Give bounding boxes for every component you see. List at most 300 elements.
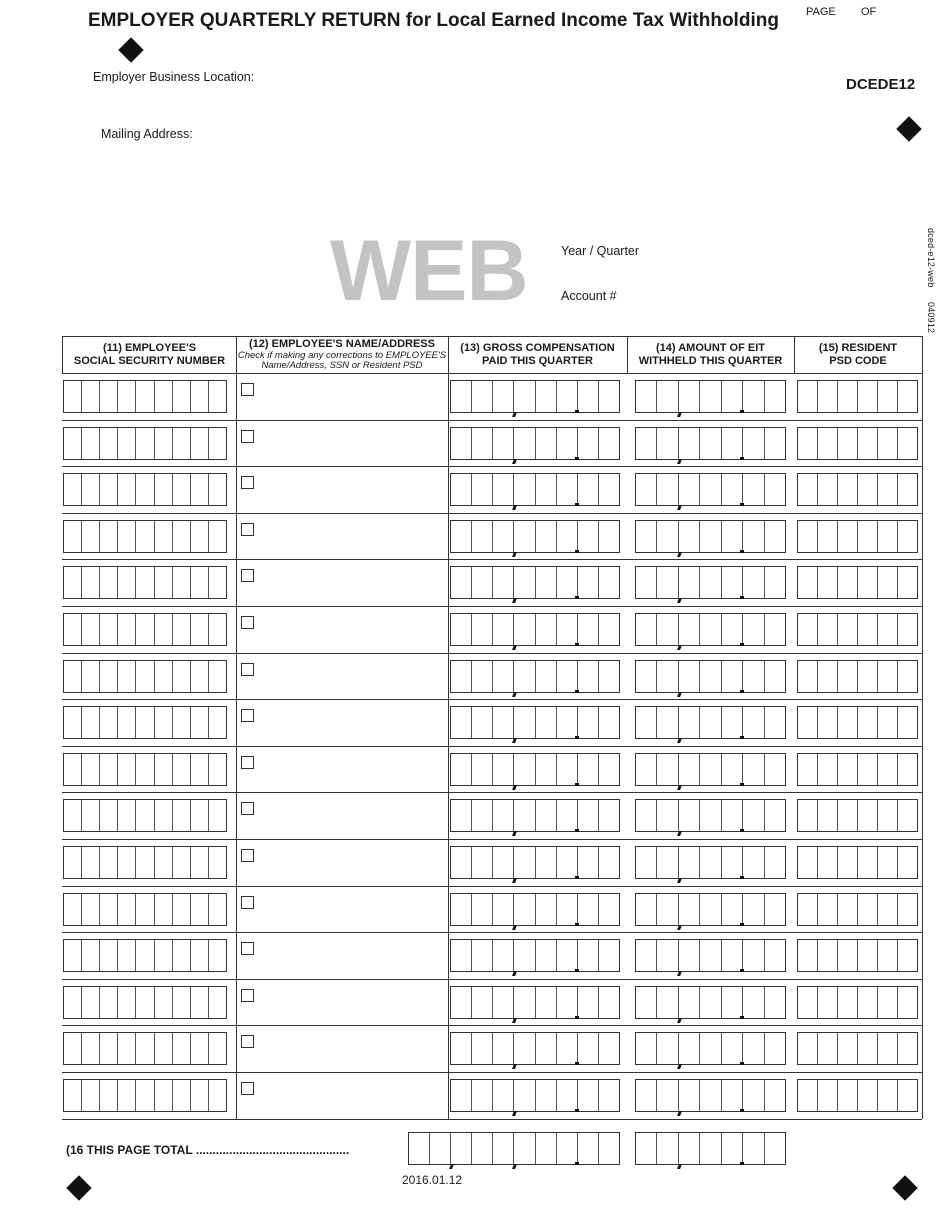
digit-box: [191, 894, 209, 925]
registration-diamond-icon: [896, 116, 921, 141]
digit-box: [858, 1080, 878, 1111]
ssn-input[interactable]: [63, 986, 227, 1019]
digit-box: [82, 428, 100, 459]
digit-box: [838, 1080, 858, 1111]
digit-box: [536, 1080, 557, 1111]
side-code: dced-e12-web: [926, 228, 936, 288]
digit-box: [700, 567, 721, 598]
digit-box: [118, 1033, 136, 1064]
digit-box: [878, 707, 898, 738]
digit-box: [657, 800, 678, 831]
digit-box: [743, 940, 764, 971]
digit-box: [578, 1133, 599, 1164]
digit-box: [765, 754, 785, 785]
digit-box: [191, 381, 209, 412]
digit-box: [514, 661, 535, 692]
digit-box: [536, 614, 557, 645]
digit-box: [209, 567, 226, 598]
digit-box: [136, 987, 154, 1018]
psd-code-input[interactable]: [797, 660, 918, 693]
row-divider: [62, 886, 922, 887]
digit-box: [657, 754, 678, 785]
eit-withheld-input[interactable]: [635, 986, 786, 1019]
digit-box: [578, 567, 599, 598]
digit-box: [136, 1080, 154, 1111]
business-location-label: Employer Business Location:: [93, 70, 255, 84]
psd-code-input[interactable]: [797, 1079, 918, 1112]
digit-box: [100, 567, 118, 598]
comma-separator: [677, 831, 682, 836]
digit-box: [118, 707, 136, 738]
gross-compensation-input[interactable]: [450, 1079, 620, 1112]
digit-box: [898, 1033, 917, 1064]
digit-box: [798, 567, 818, 598]
digit-box: [679, 428, 700, 459]
digit-box: [765, 1033, 785, 1064]
digit-box: [472, 1033, 493, 1064]
ssn-input[interactable]: [63, 706, 227, 739]
row-divider: [62, 746, 922, 747]
digit-box: [472, 381, 493, 412]
digit-box: [451, 567, 472, 598]
digit-box: [679, 1080, 700, 1111]
digit-box: [679, 754, 700, 785]
ssn-input[interactable]: [63, 939, 227, 972]
row-divider: [62, 1072, 922, 1073]
digit-box: [765, 661, 785, 692]
digit-box: [493, 987, 514, 1018]
digit-box: [722, 474, 743, 505]
ssn-input[interactable]: [63, 753, 227, 786]
psd-code-input[interactable]: [797, 753, 918, 786]
gross-compensation-input[interactable]: [450, 939, 620, 972]
digit-box: [493, 1033, 514, 1064]
digit-box: [636, 428, 657, 459]
gross-compensation-input[interactable]: [450, 566, 620, 599]
psd-code-input[interactable]: [797, 380, 918, 413]
row-divider: [62, 513, 922, 514]
comma-separator: [512, 1018, 517, 1023]
psd-code-input[interactable]: [797, 566, 918, 599]
digit-box: [838, 940, 858, 971]
comma-separator: [512, 552, 517, 557]
digit-box: [155, 754, 173, 785]
digit-box: [636, 1133, 657, 1164]
row-divider: [62, 559, 922, 560]
digit-box: [409, 1133, 430, 1164]
digit-box: [173, 940, 191, 971]
eit-withheld-input[interactable]: [635, 939, 786, 972]
digit-box: [700, 940, 721, 971]
gross-compensation-input[interactable]: [450, 380, 620, 413]
digit-box: [722, 940, 743, 971]
digit-box: [878, 1080, 898, 1111]
eit-withheld-input[interactable]: [635, 520, 786, 553]
comma-separator: [677, 1111, 682, 1116]
digit-box: [82, 381, 100, 412]
digit-box: [536, 940, 557, 971]
digit-box: [878, 614, 898, 645]
digit-box: [898, 614, 917, 645]
psd-code-input[interactable]: [797, 939, 918, 972]
digit-box: [679, 661, 700, 692]
digit-box: [82, 847, 100, 878]
col-header-name: (12) EMPLOYEE'S NAME/ADDRESS Check if making any corrections to EMPLOYEE'S Name/Address, SSN or Resident PSD: [237, 337, 447, 371]
digit-box: [493, 1133, 514, 1164]
correction-checkbox[interactable]: [241, 383, 254, 396]
digit-box: [451, 707, 472, 738]
ssn-input[interactable]: [63, 427, 227, 460]
digit-box: [798, 474, 818, 505]
gross-compensation-input[interactable]: [450, 986, 620, 1019]
digit-box: [838, 707, 858, 738]
eit-withheld-input[interactable]: [635, 799, 786, 832]
table-header-divider: [62, 373, 922, 374]
digit-box: [536, 1133, 557, 1164]
digit-box: [636, 894, 657, 925]
comma-separator: [512, 971, 517, 976]
digit-box: [898, 987, 917, 1018]
eit-withheld-input[interactable]: [635, 427, 786, 460]
digit-box: [191, 614, 209, 645]
digit-box: [858, 521, 878, 552]
digit-box: [657, 940, 678, 971]
eit-withheld-input[interactable]: [635, 753, 786, 786]
digit-box: [700, 661, 721, 692]
comma-separator: [677, 598, 682, 603]
digit-box: [173, 474, 191, 505]
gross-compensation-input[interactable]: [450, 473, 620, 506]
digit-box: [100, 614, 118, 645]
digit-box: [838, 754, 858, 785]
eit-withheld-input[interactable]: [635, 1079, 786, 1112]
correction-checkbox[interactable]: [241, 1082, 254, 1095]
digit-box: [451, 661, 472, 692]
digit-box: [878, 381, 898, 412]
digit-box: [878, 894, 898, 925]
digit-box: [64, 381, 82, 412]
psd-code-input[interactable]: [797, 473, 918, 506]
digit-box: [858, 381, 878, 412]
digit-box: [798, 614, 818, 645]
digit-box: [679, 381, 700, 412]
correction-checkbox[interactable]: [241, 942, 254, 955]
digit-box: [64, 754, 82, 785]
eit-withheld-input[interactable]: [635, 613, 786, 646]
digit-box: [657, 987, 678, 1018]
digit-box: [472, 800, 493, 831]
gross-compensation-input[interactable]: [450, 706, 620, 739]
correction-checkbox[interactable]: [241, 989, 254, 1002]
col-header-ssn: (11) EMPLOYEE'S SOCIAL SECURITY NUMBER: [73, 341, 226, 367]
row-divider: [62, 466, 922, 467]
table-border-right: [922, 336, 923, 1119]
digit-box: [155, 567, 173, 598]
digit-box: [898, 567, 917, 598]
digit-box: [657, 521, 678, 552]
digit-box: [838, 894, 858, 925]
row-divider: [62, 792, 922, 793]
ssn-input[interactable]: [63, 520, 227, 553]
digit-box: [100, 894, 118, 925]
digit-box: [798, 754, 818, 785]
correction-checkbox[interactable]: [241, 709, 254, 722]
eit-withheld-input[interactable]: [635, 566, 786, 599]
digit-box: [765, 847, 785, 878]
digit-box: [578, 381, 599, 412]
total-gross-input[interactable]: [408, 1132, 620, 1165]
digit-box: [765, 987, 785, 1018]
digit-box: [155, 940, 173, 971]
psd-code-input[interactable]: [797, 846, 918, 879]
digit-box: [191, 567, 209, 598]
correction-checkbox[interactable]: [241, 756, 254, 769]
digit-box: [493, 661, 514, 692]
table-border-left: [62, 336, 63, 373]
digit-box: [136, 707, 154, 738]
eit-withheld-input[interactable]: [635, 380, 786, 413]
digit-box: [878, 987, 898, 1018]
digit-box: [838, 661, 858, 692]
digit-box: [722, 1080, 743, 1111]
digit-box: [818, 894, 838, 925]
comma-separator: [512, 925, 517, 930]
digit-box: [557, 800, 578, 831]
psd-code-input[interactable]: [797, 427, 918, 460]
correction-checkbox[interactable]: [241, 430, 254, 443]
digit-box: [636, 1080, 657, 1111]
digit-box: [636, 661, 657, 692]
digit-box: [898, 661, 917, 692]
form-code: DCEDE12: [846, 76, 916, 93]
digit-box: [451, 754, 472, 785]
column-divider: [627, 336, 628, 373]
digit-box: [136, 940, 154, 971]
digit-box: [636, 940, 657, 971]
digit-box: [64, 661, 82, 692]
gross-compensation-input[interactable]: [450, 753, 620, 786]
digit-box: [209, 428, 226, 459]
digit-box: [136, 894, 154, 925]
eit-withheld-input[interactable]: [635, 660, 786, 693]
eit-withheld-input[interactable]: [635, 893, 786, 926]
digit-box: [636, 614, 657, 645]
correction-checkbox[interactable]: [241, 896, 254, 909]
comma-separator: [677, 1018, 682, 1023]
digit-box: [155, 614, 173, 645]
digit-box: [898, 754, 917, 785]
digit-box: [722, 614, 743, 645]
digit-box: [838, 567, 858, 598]
digit-box: [536, 428, 557, 459]
psd-code-input[interactable]: [797, 1032, 918, 1065]
digit-box: [722, 381, 743, 412]
digit-box: [578, 521, 599, 552]
psd-code-input[interactable]: [797, 520, 918, 553]
gross-compensation-input[interactable]: [450, 799, 620, 832]
correction-checkbox[interactable]: [241, 663, 254, 676]
digit-box: [798, 381, 818, 412]
correction-checkbox[interactable]: [241, 849, 254, 862]
digit-box: [765, 707, 785, 738]
digit-box: [898, 847, 917, 878]
eit-withheld-input[interactable]: [635, 473, 786, 506]
gross-compensation-input[interactable]: [450, 660, 620, 693]
correction-checkbox[interactable]: [241, 569, 254, 582]
correction-checkbox[interactable]: [241, 476, 254, 489]
ssn-input[interactable]: [63, 799, 227, 832]
digit-box: [136, 754, 154, 785]
digit-box: [798, 1033, 818, 1064]
ssn-input[interactable]: [63, 1032, 227, 1065]
digit-box: [514, 521, 535, 552]
digit-box: [700, 754, 721, 785]
digit-box: [765, 1080, 785, 1111]
ssn-input[interactable]: [63, 1079, 227, 1112]
digit-box: [557, 474, 578, 505]
digit-box: [118, 474, 136, 505]
correction-checkbox[interactable]: [241, 1035, 254, 1048]
ssn-input[interactable]: [63, 380, 227, 413]
gross-compensation-input[interactable]: [450, 1032, 620, 1065]
digit-box: [64, 940, 82, 971]
correction-checkbox[interactable]: [241, 802, 254, 815]
total-eit-input[interactable]: [635, 1132, 786, 1165]
comma-separator: [512, 692, 517, 697]
psd-code-input[interactable]: [797, 706, 918, 739]
gross-compensation-input[interactable]: [450, 846, 620, 879]
comma-separator: [512, 738, 517, 743]
ssn-input[interactable]: [63, 566, 227, 599]
digit-box: [679, 800, 700, 831]
digit-box: [700, 381, 721, 412]
digit-box: [155, 987, 173, 1018]
ssn-input[interactable]: [63, 846, 227, 879]
digit-box: [209, 940, 226, 971]
psd-code-input[interactable]: [797, 986, 918, 1019]
comma-separator: [513, 1164, 518, 1169]
digit-box: [722, 800, 743, 831]
digit-box: [818, 381, 838, 412]
digit-box: [136, 567, 154, 598]
gross-compensation-input[interactable]: [450, 893, 620, 926]
digit-box: [657, 1080, 678, 1111]
comma-separator: [677, 971, 682, 976]
digit-box: [191, 707, 209, 738]
digit-box: [858, 800, 878, 831]
digit-box: [722, 707, 743, 738]
digit-box: [743, 754, 764, 785]
digit-box: [578, 474, 599, 505]
digit-box: [155, 381, 173, 412]
digit-box: [557, 428, 578, 459]
digit-box: [636, 707, 657, 738]
row-divider: [62, 699, 922, 700]
digit-box: [599, 474, 619, 505]
ssn-input[interactable]: [63, 660, 227, 693]
digit-box: [636, 987, 657, 1018]
digit-box: [557, 754, 578, 785]
comma-separator: [677, 1064, 682, 1069]
digit-box: [743, 661, 764, 692]
digit-box: [493, 707, 514, 738]
digit-box: [100, 474, 118, 505]
gross-compensation-input[interactable]: [450, 613, 620, 646]
digit-box: [514, 1033, 535, 1064]
digit-box: [173, 987, 191, 1018]
digit-box: [679, 614, 700, 645]
digit-box: [173, 707, 191, 738]
digit-box: [118, 847, 136, 878]
psd-code-input[interactable]: [797, 893, 918, 926]
gross-compensation-input[interactable]: [450, 427, 620, 460]
ssn-input[interactable]: [63, 893, 227, 926]
digit-box: [722, 847, 743, 878]
digit-box: [493, 800, 514, 831]
digit-box: [155, 894, 173, 925]
digit-box: [878, 474, 898, 505]
digit-box: [64, 474, 82, 505]
digit-box: [700, 987, 721, 1018]
digit-box: [536, 661, 557, 692]
digit-box: [155, 800, 173, 831]
digit-box: [578, 894, 599, 925]
digit-box: [64, 847, 82, 878]
eit-withheld-input[interactable]: [635, 1032, 786, 1065]
correction-checkbox[interactable]: [241, 523, 254, 536]
psd-code-input[interactable]: [797, 613, 918, 646]
digit-box: [743, 1133, 764, 1164]
digit-box: [679, 847, 700, 878]
eit-withheld-input[interactable]: [635, 846, 786, 879]
digit-box: [191, 754, 209, 785]
digit-box: [118, 428, 136, 459]
ssn-input[interactable]: [63, 473, 227, 506]
digit-box: [118, 987, 136, 1018]
digit-box: [798, 661, 818, 692]
eit-withheld-input[interactable]: [635, 706, 786, 739]
digit-box: [657, 381, 678, 412]
digit-box: [514, 800, 535, 831]
digit-box: [700, 894, 721, 925]
digit-box: [636, 1033, 657, 1064]
digit-box: [557, 614, 578, 645]
account-label: Account #: [561, 289, 617, 303]
digit-box: [209, 661, 226, 692]
digit-box: [700, 1033, 721, 1064]
correction-checkbox[interactable]: [241, 616, 254, 629]
digit-box: [557, 381, 578, 412]
digit-box: [599, 521, 619, 552]
ssn-input[interactable]: [63, 613, 227, 646]
digit-box: [599, 381, 619, 412]
digit-box: [82, 940, 100, 971]
digit-box: [191, 1033, 209, 1064]
digit-box: [657, 661, 678, 692]
digit-box: [722, 1133, 743, 1164]
digit-box: [636, 567, 657, 598]
digit-box: [493, 754, 514, 785]
digit-box: [657, 1133, 678, 1164]
digit-box: [209, 800, 226, 831]
digit-box: [743, 521, 764, 552]
digit-box: [493, 521, 514, 552]
psd-code-input[interactable]: [797, 799, 918, 832]
gross-compensation-input[interactable]: [450, 520, 620, 553]
digit-box: [878, 1033, 898, 1064]
digit-box: [765, 381, 785, 412]
digit-box: [679, 474, 700, 505]
